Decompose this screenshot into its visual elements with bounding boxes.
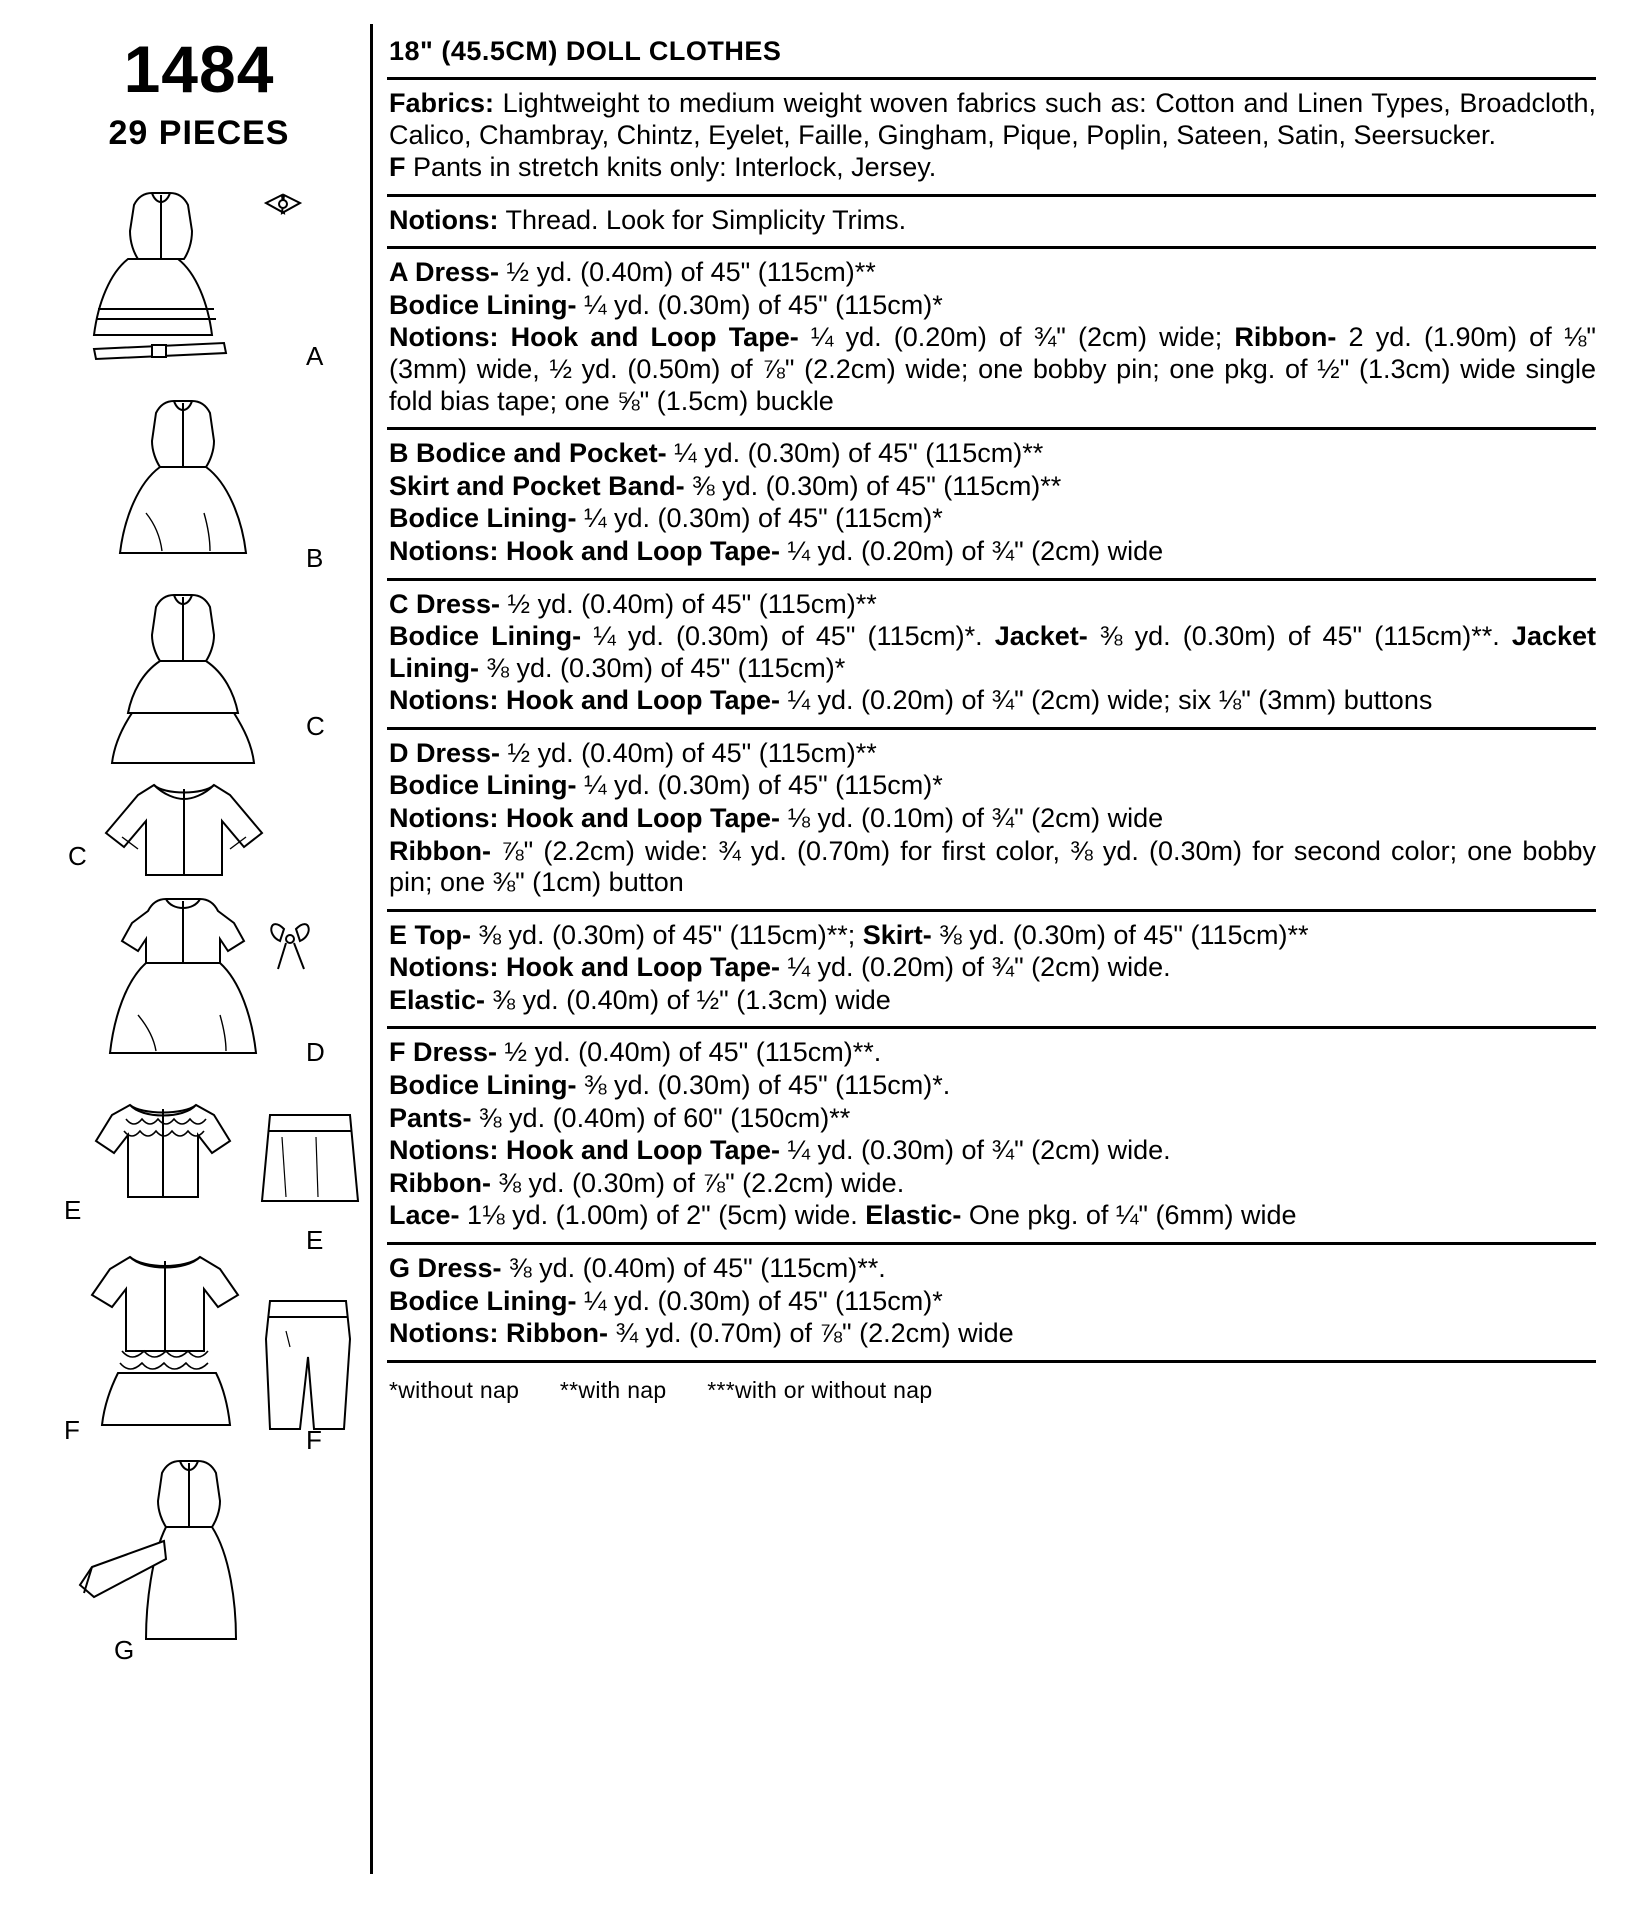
label-text: Skirt and Pocket Band-: [389, 470, 685, 501]
value-text: One pkg. of ¼" (6mm) wide: [961, 1200, 1297, 1231]
section-view-b-line: [389, 438, 1596, 470]
label-text: Notions: Hook and Loop Tape-: [389, 1135, 780, 1166]
garment-view-c: [34, 589, 364, 889]
value-text: ¼ yd. (0.20m) of ¾" (2cm) wide; six ⅛" (3mm) buttons: [779, 685, 1433, 716]
label-text: G Dress-: [389, 1252, 502, 1283]
value-text: ¼ yd. (0.30m) of 45" (115cm)*.: [581, 621, 995, 652]
value-text: ½ yd. (0.40m) of 45" (115cm)**: [500, 737, 877, 768]
label-text: Elastic-: [865, 1200, 962, 1231]
label-text: B Bodice and Pocket-: [389, 438, 667, 469]
value-text: ⅜ yd. (0.40m) of 45" (115cm)**.: [501, 1252, 886, 1283]
value-text: ⅜ yd. (0.40m) of ½" (1.3cm) wide: [485, 984, 891, 1015]
value-text: ¼ yd. (0.20m) of ¾" (2cm) wide: [779, 535, 1164, 566]
view-label-f-dress: F: [64, 1415, 81, 1445]
value-text: 1⅛ yd. (1.00m) of 2" (5cm) wide.: [459, 1200, 866, 1231]
label-text: Lace-: [389, 1200, 460, 1231]
value-text: ½ yd. (0.40m) of 45" (115cm)**: [499, 257, 876, 288]
section-divider: [387, 578, 1596, 581]
label-text: Bodice Lining-: [389, 503, 577, 534]
section-view-g: [387, 1253, 1596, 1350]
view-label-e: E: [306, 1225, 325, 1255]
value-text: Thread. Look for Simplicity Trims.: [498, 204, 907, 235]
garment-view-e: [34, 1079, 364, 1255]
section-view-d-line: [389, 836, 1596, 899]
value-text: ⅜ yd. (0.30m) of ⅞" (2.2cm) wide.: [490, 1167, 905, 1198]
section-view-c-line: [389, 589, 1596, 621]
section-view-g-line: [389, 1253, 1596, 1285]
footnotes: [389, 1377, 1596, 1404]
value-text: ¼ yd. (0.30m) of ¾" (2cm) wide.: [779, 1135, 1171, 1166]
section-view-d: [387, 738, 1596, 899]
view-label-e-top: E: [64, 1195, 83, 1225]
rule-under-title: [387, 77, 1596, 80]
section-view-b-line: [389, 503, 1596, 535]
view-label-f: F: [306, 1425, 323, 1455]
illustration-column: [34, 18, 364, 1914]
label-text: F Dress-: [389, 1037, 498, 1068]
section-view-b-line: [389, 471, 1596, 503]
pieces-count: 29 PIECES: [108, 114, 290, 152]
garment-view-d: [34, 889, 364, 1079]
value-text: ¼ yd. (0.30m) of 45" (115cm)**: [666, 438, 1044, 469]
section-view-f-line: [389, 1070, 1596, 1102]
requirements-column: [387, 18, 1600, 1914]
bow-icon: [266, 195, 300, 213]
label-text: Notions: Hook and Loop Tape-: [389, 802, 780, 833]
section-view-f-line: [389, 1103, 1596, 1135]
section-view-f-line: [389, 1037, 1596, 1069]
value-text: ⅜ yd. (0.40m) of 60" (150cm)**: [471, 1102, 851, 1133]
view-label-c: C: [306, 711, 326, 741]
section-view-d-line: [389, 738, 1596, 770]
rule-above-footnotes: [387, 1360, 1596, 1363]
footnote-1: *without nap: [389, 1376, 520, 1403]
label-text: Pants-: [389, 1102, 472, 1133]
section-view-d-line: [389, 770, 1596, 802]
section-divider: [387, 1026, 1596, 1029]
label-text: Bodice Lining-: [389, 1070, 577, 1101]
top-and-skirt-e-illustration: [34, 1079, 364, 1239]
label-text: Bodice Lining-: [389, 1285, 577, 1316]
garment-view-f: [34, 1239, 364, 1455]
label-text: Notions: Ribbon-: [389, 1318, 608, 1349]
label-text: A Dress-: [389, 257, 500, 288]
garment-view-b: [34, 393, 364, 589]
value-text: ⅜ yd. (0.30m) of 45" (115cm)*.: [576, 1070, 951, 1101]
section-view-c-line: [389, 685, 1596, 717]
label-text: Elastic-: [389, 984, 486, 1015]
footnote-2: **with nap: [559, 1376, 667, 1403]
value-text: Lightweight to medium weight woven fabrics such as: Cotton and Linen Types, Broadcloth, Calico, Chambray, Chintz, Eyelet, Faille, Gingham, Pique, Poplin, Sateen, Satin, Seersucker.: [389, 88, 1596, 150]
bow-icon: [271, 924, 308, 969]
section-view-a-line: [389, 257, 1596, 289]
value-text: ¼ yd. (0.30m) of 45" (115cm)*: [576, 503, 943, 534]
label-text: Bodice Lining-: [389, 289, 577, 320]
section-view-c-line: [389, 621, 1596, 684]
value-text: Pants in stretch knits only: Interlock, Jersey.: [413, 152, 937, 183]
label-text: Notions: Hook and Loop Tape-: [389, 322, 799, 353]
section-view-f: [387, 1037, 1596, 1231]
section-fabrics: [387, 88, 1596, 184]
section-view-b-line: [389, 536, 1596, 568]
label-text: Ribbon-: [1234, 322, 1337, 353]
section-view-e: [387, 920, 1596, 1017]
section-view-e-line: [389, 920, 1596, 952]
section-view-g-line: [389, 1318, 1596, 1350]
value-text: ½ yd. (0.40m) of 45" (115cm)**: [500, 588, 877, 619]
label-text: Notions: Hook and Loop Tape-: [389, 535, 780, 566]
view-label-g: G: [114, 1635, 136, 1665]
label-text: Ribbon-: [389, 835, 491, 866]
label-text: Jacket-: [994, 621, 1088, 652]
value-text: ⅜ yd. (0.30m) of 45" (115cm)**: [931, 919, 1309, 950]
value-text: ⅞" (2.2cm) wide: ¾ yd. (0.70m) for first color, ⅜ yd. (0.30m) for second color; one bobby pin; one ⅜" (1cm) button: [389, 835, 1596, 898]
section-fabrics-line: [389, 152, 1596, 184]
section-divider: [387, 727, 1596, 730]
section-view-e-line: [389, 985, 1596, 1017]
garment-illustrations: [34, 181, 364, 1665]
dress-g-illustration: [34, 1455, 364, 1665]
section-divider: [387, 909, 1596, 912]
label-text: Bodice Lining-: [389, 621, 582, 652]
section-view-f-line: [389, 1168, 1596, 1200]
view-label-d: D: [306, 1037, 326, 1067]
value-text: ¼ yd. (0.30m) of 45" (115cm)*: [576, 1285, 943, 1316]
value-text: ⅜ yd. (0.30m) of 45" (115cm)*: [478, 652, 846, 683]
value-text: ⅜ yd. (0.30m) of 45" (115cm)**;: [470, 919, 863, 950]
view-label-c-jacket: C: [68, 841, 88, 871]
label-text: Bodice Lining-: [389, 770, 577, 801]
garment-view-a: [34, 181, 364, 393]
dress-and-pants-f-illustration: [34, 1239, 364, 1455]
section-notions-general: [387, 205, 1596, 237]
label-text: Notions: Hook and Loop Tape-: [389, 952, 780, 983]
value-text: ⅜ yd. (0.30m) of 45" (115cm)**.: [1087, 621, 1512, 652]
value-text: ¼ yd. (0.20m) of ¾" (2cm) wide.: [779, 952, 1171, 983]
value-text: ¾ yd. (0.70m) of ⅞" (2.2cm) wide: [607, 1318, 1014, 1349]
section-view-a: [387, 257, 1596, 417]
label-text: Fabrics:: [389, 88, 495, 118]
pattern-number: 1484: [123, 32, 275, 106]
label-text: Skirt-: [862, 919, 932, 950]
label-text: E Top-: [389, 919, 471, 950]
label-text: F: [389, 152, 413, 183]
section-divider: [387, 246, 1596, 249]
label-text: Jacket Lining-: [389, 621, 1596, 683]
section-view-d-line: [389, 803, 1596, 835]
section-notions-general-line: [389, 205, 1596, 237]
view-label-b: B: [306, 543, 325, 573]
section-view-f-line: [389, 1135, 1596, 1167]
label-text: Ribbon-: [389, 1167, 491, 1198]
section-divider: [387, 194, 1596, 197]
section-fabrics-line: [389, 88, 1596, 151]
column-divider: [370, 24, 373, 1874]
section-view-c: [387, 589, 1596, 717]
section-view-a-line: [389, 290, 1596, 322]
label-text: C Dress-: [389, 588, 501, 619]
section-view-e-line: [389, 952, 1596, 984]
value-text: ⅜ yd. (0.30m) of 45" (115cm)**: [684, 470, 1062, 501]
value-text: ⅛ yd. (0.10m) of ¾" (2cm) wide: [779, 802, 1164, 833]
garment-view-g: [34, 1455, 364, 1665]
value-text: ¼ yd. (0.30m) of 45" (115cm)*: [576, 770, 943, 801]
label-text: Notions: Hook and Loop Tape-: [389, 685, 780, 716]
section-divider: [387, 427, 1596, 430]
value-text: ¼ yd. (0.20m) of ¾" (2cm) wide;: [798, 322, 1235, 353]
view-label-a: A: [306, 341, 325, 371]
section-view-f-line: [389, 1200, 1596, 1232]
section-view-b: [387, 438, 1596, 567]
label-text: Notions:: [389, 204, 499, 235]
value-text: ½ yd. (0.40m) of 45" (115cm)**.: [497, 1037, 882, 1068]
value-text: ¼ yd. (0.30m) of 45" (115cm)*: [576, 289, 943, 320]
section-view-g-line: [389, 1286, 1596, 1318]
section-divider: [387, 1242, 1596, 1245]
footnote-3: ***with or without nap: [707, 1376, 933, 1403]
value-text: 2 yd. (1.90m) of ⅛" (3mm) wide, ½ yd. (0.50m) of ⅞" (2.2cm) wide; one bobby pin; one pkg. of ½" (1.3cm) wide single fold bias tape; one ⅝" (1.5cm) buckle: [389, 322, 1596, 416]
page-title: 18" (45.5CM) DOLL CLOTHES: [389, 36, 782, 66]
section-view-a-line: [389, 322, 1596, 417]
label-text: D Dress-: [389, 737, 501, 768]
requirements-sections: [387, 88, 1596, 1350]
